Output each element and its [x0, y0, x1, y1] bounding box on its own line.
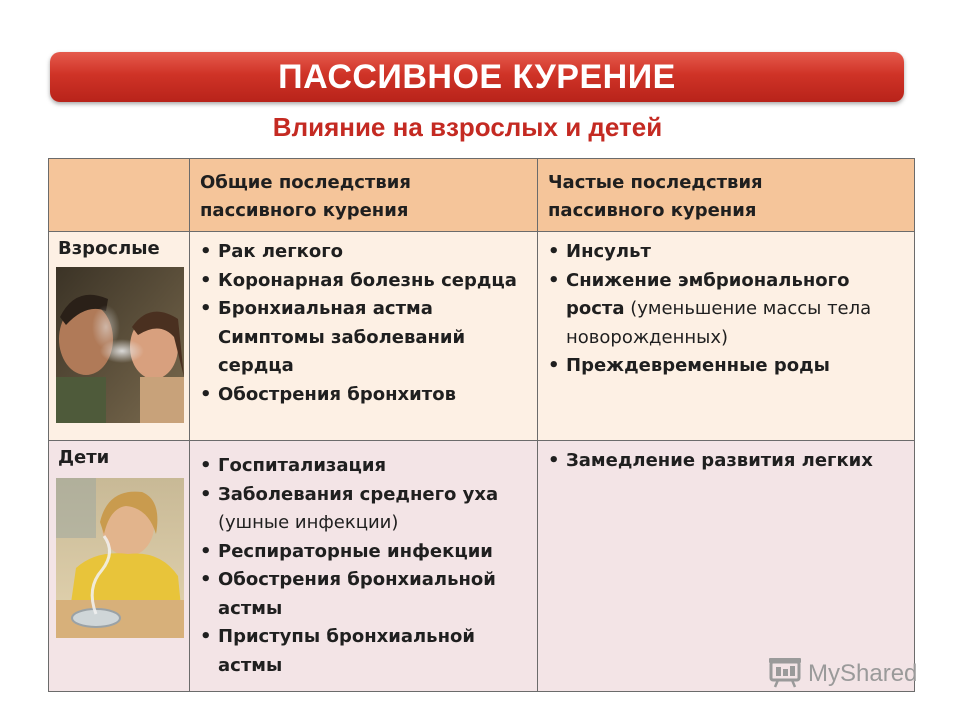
- child-smoke-photo: [56, 478, 184, 638]
- frequent-effects-list: [538, 441, 914, 476]
- presentation-board-icon: [768, 656, 802, 692]
- watermark-text: MyShared: [808, 660, 918, 687]
- frequent-effects-cell: [538, 232, 915, 441]
- adults-smoking-photo: [56, 267, 184, 423]
- list-item: • Инсульт: [548, 238, 906, 267]
- table-row: [49, 232, 915, 441]
- row-label: Взрослые: [58, 238, 160, 259]
- common-effects-list: [190, 232, 537, 409]
- table-row: [49, 441, 915, 692]
- list-item: • Заболевания среднего уха (ушные инфекции): [200, 481, 529, 538]
- header-common-label: Общие последствия пассивного курения: [200, 172, 411, 221]
- title-banner: [50, 52, 904, 102]
- myshared-watermark: [768, 656, 917, 692]
- list-item: • Обострения бронхитов: [200, 381, 529, 410]
- list-item: • Респираторные инфекции: [200, 538, 529, 567]
- list-item: • Замедление развития легких: [548, 447, 906, 476]
- header-cell-common: [190, 159, 538, 232]
- header-frequent-label: Частые последствия пассивного курения: [548, 172, 763, 221]
- header-cell-empty: [49, 159, 190, 232]
- list-item: • Рак легкого: [200, 238, 529, 267]
- list-item: • Бронхиальная астма Симптомы заболеваний сердца: [200, 295, 529, 381]
- frequent-effects-cell: [538, 441, 918, 692]
- list-item: • Госпитализация: [200, 452, 529, 481]
- page-title: ПАССИВНОЕ КУРЕНИЕ: [278, 57, 676, 96]
- row-label: Дети: [58, 447, 110, 468]
- row-label-cell: [49, 441, 190, 692]
- common-effects-list: [190, 441, 537, 680]
- table-header-row: [49, 159, 915, 232]
- list-item: • Снижение эмбрионального роста (уменьшение массы тела новорожденных): [548, 267, 906, 353]
- list-item: • Приступы бронхиальной астмы: [200, 623, 529, 680]
- header-cell-frequent: [538, 159, 915, 232]
- list-item: • Коронарная болезнь сердца: [200, 267, 529, 296]
- list-item: • Преждевременные роды: [548, 352, 906, 381]
- common-effects-cell: [190, 232, 538, 441]
- list-item: • Обострения бронхиальной астмы: [200, 566, 529, 623]
- frequent-effects-list: [538, 232, 914, 381]
- consequences-table: [48, 158, 918, 692]
- page-subtitle: Влияние на взрослых и детей: [272, 112, 663, 142]
- row-label-cell: [49, 232, 190, 441]
- common-effects-cell: [190, 441, 538, 692]
